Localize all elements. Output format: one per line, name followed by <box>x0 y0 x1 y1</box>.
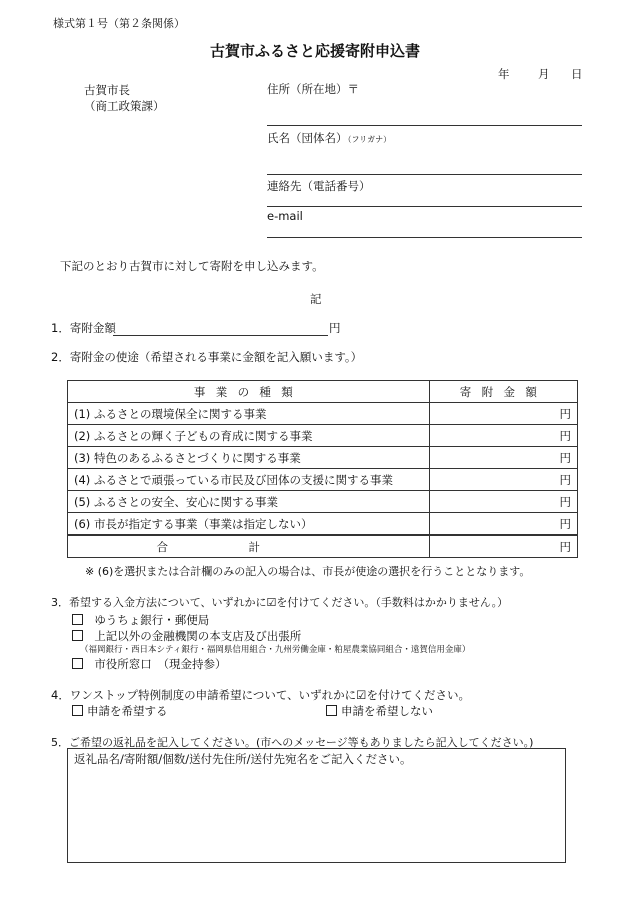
amount-cell[interactable]: 円 <box>430 491 578 513</box>
checkbox[interactable] <box>326 705 337 716</box>
column-header-type: 事業の種類 <box>68 381 430 403</box>
option-label: 申請を希望する <box>87 704 168 718</box>
column-header-amount: 寄附金額 <box>430 381 578 403</box>
table-row <box>68 425 578 447</box>
table-row <box>68 513 578 536</box>
name-field[interactable] <box>267 174 582 175</box>
total-row <box>68 535 578 558</box>
amount-cell[interactable]: 円 <box>430 447 578 469</box>
date-year: 年 <box>498 67 510 81</box>
amount-cell[interactable]: 円 <box>430 513 578 536</box>
form-number: 様式第１号（第２条関係） <box>53 17 185 30</box>
section2-label: 2．寄附金の使途（希望される事業に金額を記入願います。） <box>51 350 363 364</box>
gift-request-box[interactable] <box>67 748 566 863</box>
intro-text: 下記のとおり古賀市に対して寄附を申し込みます。 <box>60 259 324 273</box>
total-amount-cell[interactable]: 円 <box>430 535 578 558</box>
donation-amount-field[interactable] <box>113 335 328 336</box>
onestop-option-yes[interactable] <box>72 703 168 719</box>
section3-label: 3．希望する入金方法について、いずれかに☑を付けてください。（手数料はかかりません。） <box>51 596 509 609</box>
onestop-option-no[interactable] <box>326 703 433 719</box>
row-name: (6) 市長が指定する事業（事業は指定しない） <box>68 513 430 536</box>
option-label: ゆうちょ銀行・郵便局 <box>94 613 210 627</box>
option-label: 市役所窓口 （現金持参） <box>94 657 227 671</box>
amount-cell[interactable]: 円 <box>430 469 578 491</box>
recipient-mayor: 古賀市長 <box>84 83 130 97</box>
checkbox[interactable] <box>72 658 83 669</box>
address-field[interactable] <box>267 125 582 126</box>
row-name: (3) 特色のあるふるさとづくりに関する事業 <box>68 447 430 469</box>
name-label-text: 氏名（団体名） <box>267 131 348 145</box>
checkbox[interactable] <box>72 705 83 716</box>
furigana-label: （フリガナ） <box>347 135 392 144</box>
row-name: (5) ふるさとの安全、安心に関する事業 <box>68 491 430 513</box>
payment-option-bank[interactable] <box>72 628 301 644</box>
checkbox[interactable] <box>72 630 83 641</box>
gift-request-placeholder: 返礼品名/寄附額/個数/送付先住所/送付先宛名をご記入ください。 <box>74 752 412 766</box>
table-row <box>68 447 578 469</box>
date-month: 月 <box>538 67 550 81</box>
phone-field[interactable] <box>267 206 582 207</box>
banks-note: （福岡銀行・西日本シティ銀行・福岡県信用組合・九州労働金庫・粕屋農業協同組合・遠賀信用金庫） <box>80 645 471 655</box>
usage-table <box>67 380 578 558</box>
email-field[interactable] <box>267 237 582 238</box>
payment-option-postal[interactable] <box>72 612 209 628</box>
checkbox[interactable] <box>72 614 83 625</box>
total-label: 合計 <box>68 535 430 558</box>
date-day: 日 <box>571 67 583 81</box>
ki-mark: 記 <box>310 292 322 306</box>
row-name: (1) ふるさとの環境保全に関する事業 <box>68 403 430 425</box>
recipient-department: （商工政策課） <box>84 99 165 113</box>
option-label: 上記以外の金融機関の本支店及び出張所 <box>94 629 302 643</box>
amount-cell[interactable]: 円 <box>430 425 578 447</box>
section1-unit: 円 <box>329 321 341 335</box>
address-label: 住所（所在地）〒 <box>267 82 359 96</box>
page-title: 古賀市ふるさと応援寄附申込書 <box>209 42 420 60</box>
amount-cell[interactable]: 円 <box>430 403 578 425</box>
phone-label: 連絡先（電話番号） <box>267 179 371 193</box>
table-row <box>68 403 578 425</box>
section4-label: 4．ワンストップ特例制度の申請希望について、いずれかに☑を付けてください。 <box>51 688 470 702</box>
table-row <box>68 491 578 513</box>
name-label <box>267 130 391 146</box>
usage-note: ※ (6)を選択または合計欄のみの記入の場合は、市長が使途の選択を行うこととなります。 <box>85 565 531 578</box>
table-row <box>68 469 578 491</box>
payment-option-city-hall[interactable] <box>72 656 227 672</box>
section1-label: 1．寄附金額 <box>51 321 116 335</box>
option-label: 申請を希望しない <box>341 704 433 718</box>
row-name: (2) ふるさとの輝く子どもの育成に関する事業 <box>68 425 430 447</box>
section5-label: 5．ご希望の返礼品を記入してください。(市へのメッセージ等もありましたら記入してください。) <box>51 736 534 749</box>
row-name: (4) ふるさとで頑張っている市民及び団体の支援に関する事業 <box>68 469 430 491</box>
email-label: e-mail <box>267 209 303 223</box>
